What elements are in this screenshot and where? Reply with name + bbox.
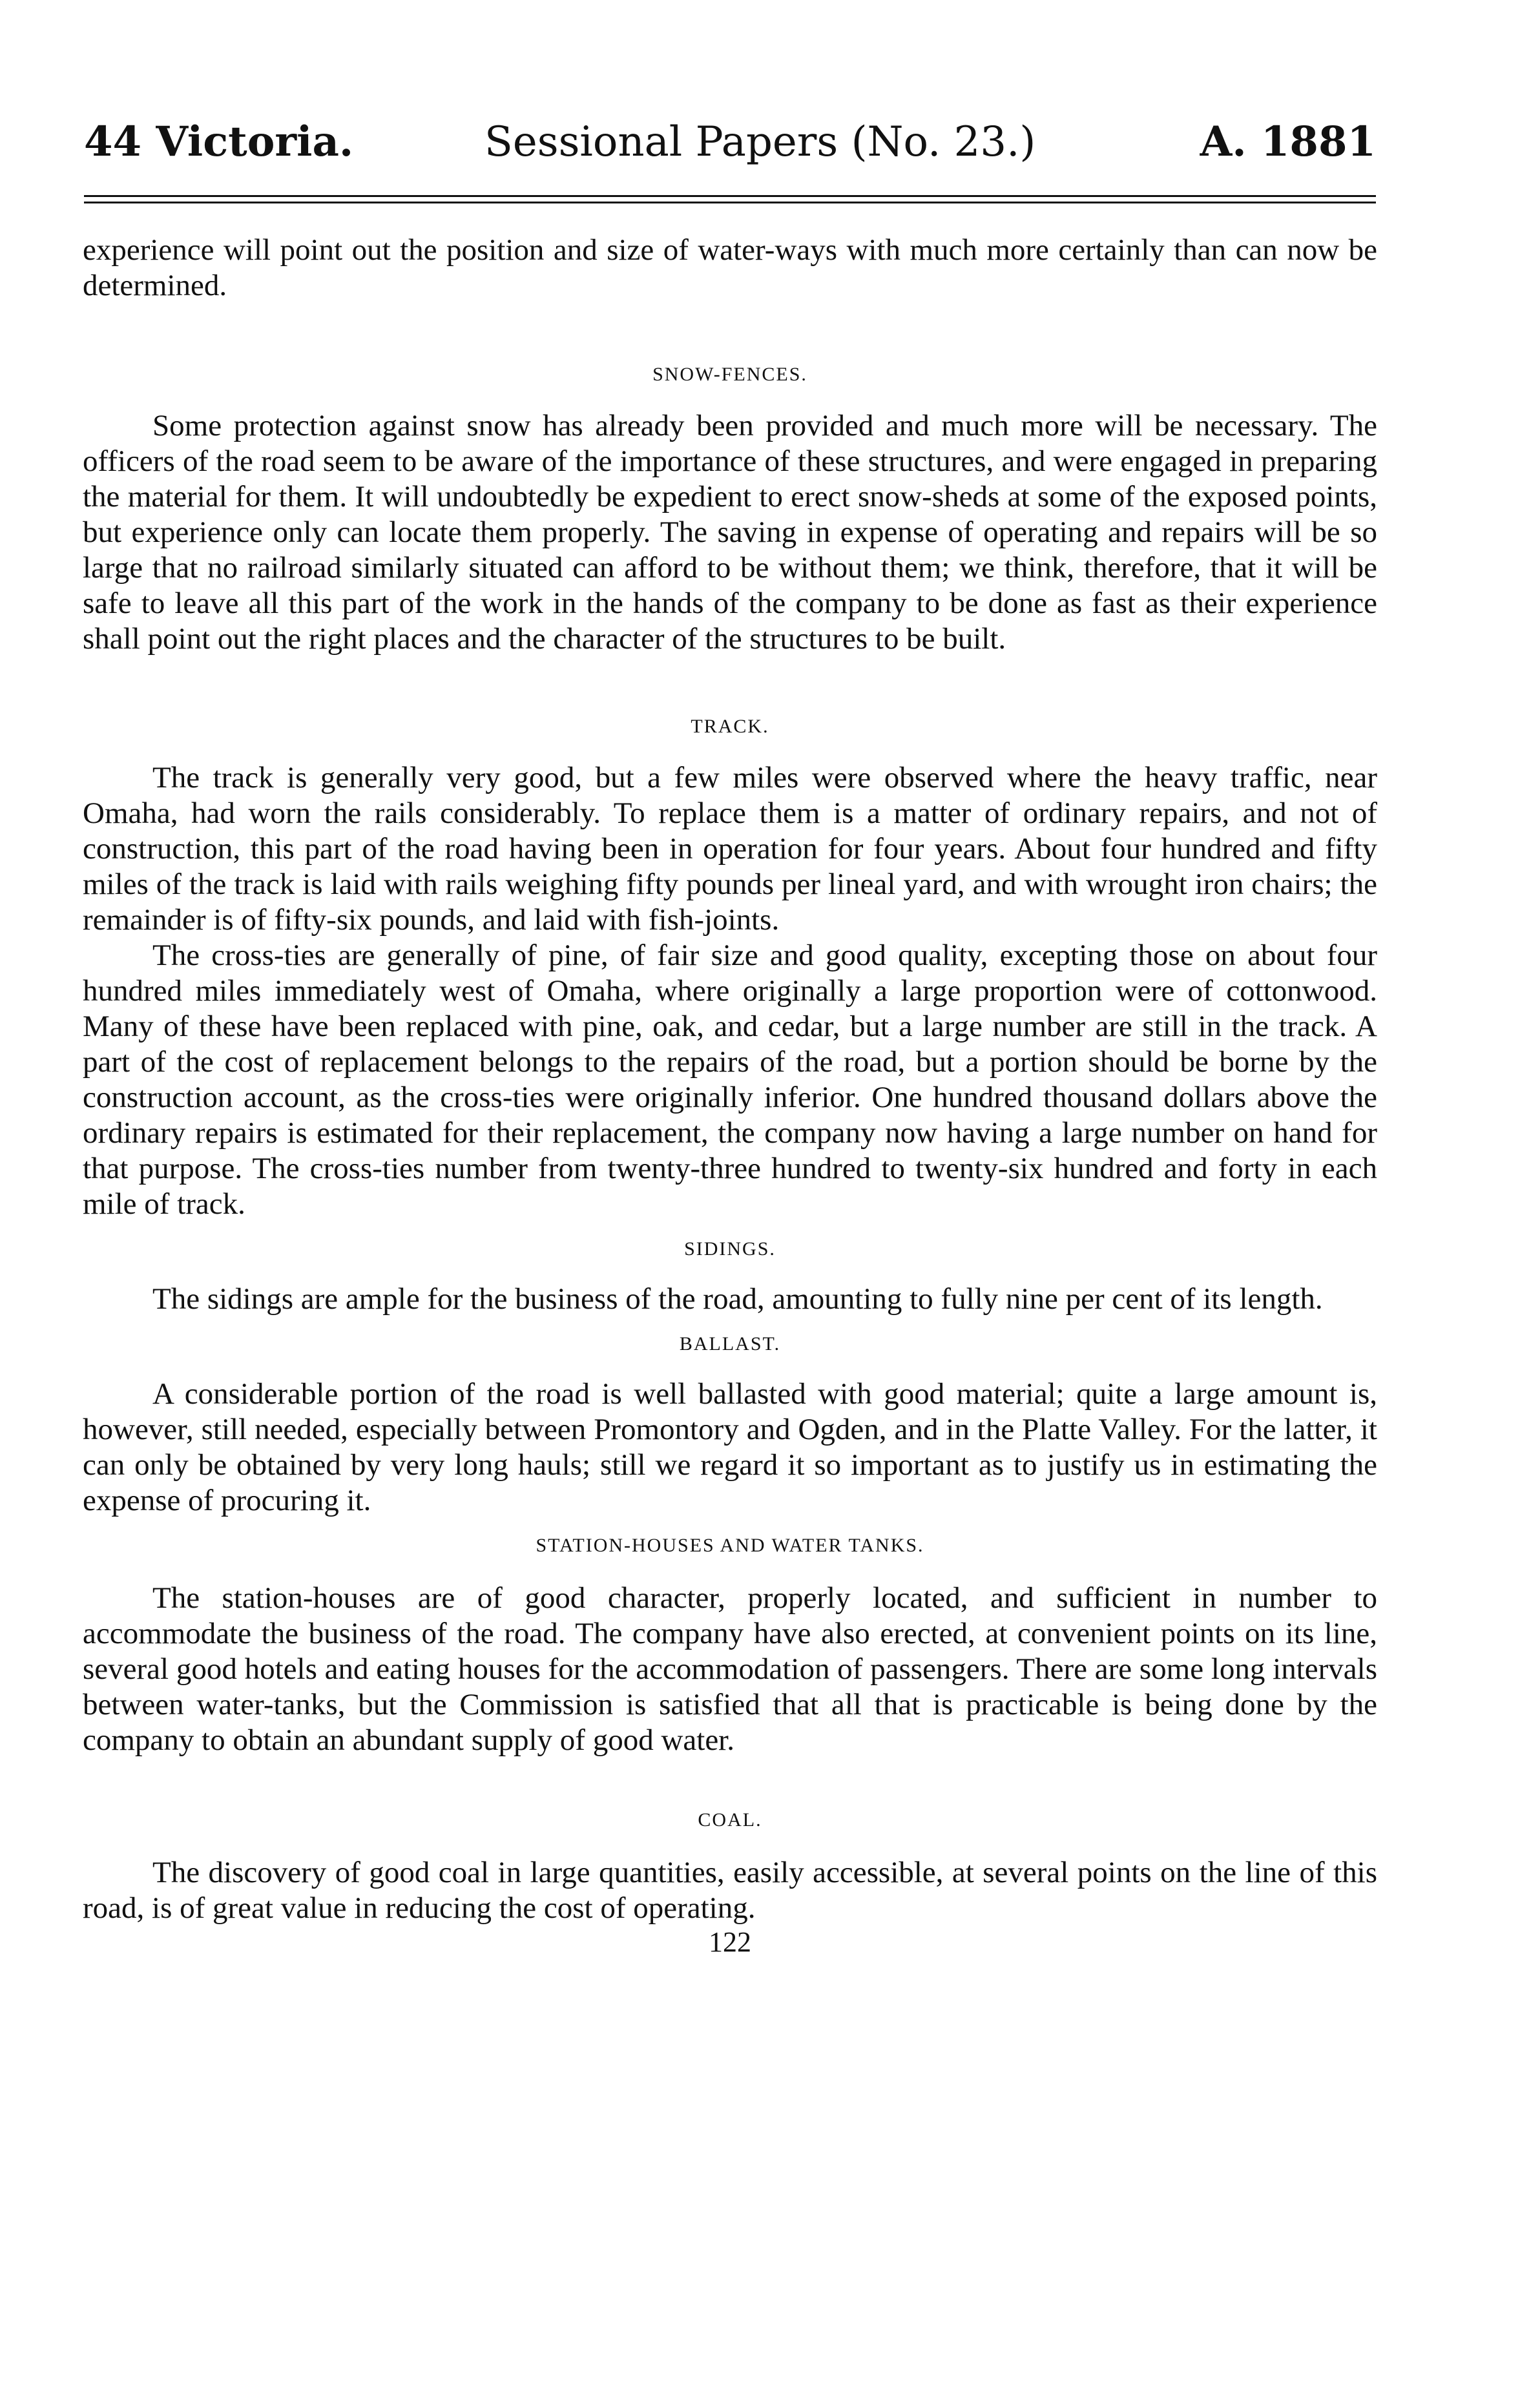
paragraph-coal: The discovery of good coal in large quantities, easily accessible, at several points on the line of this road, is of great value in reducing the cost of operating. bbox=[83, 1856, 1377, 1925]
header-year: A. 1881 bbox=[1200, 118, 1376, 166]
running-header bbox=[84, 116, 1376, 174]
page-number: 122 bbox=[709, 1926, 751, 1958]
header-rule-upper bbox=[84, 195, 1376, 197]
section-heading-snow-fences: SNOW-FENCES. bbox=[652, 364, 807, 385]
section-heading-coal: COAL. bbox=[698, 1809, 762, 1831]
header-volume: 44 Victoria. bbox=[84, 118, 354, 166]
paragraph-intro: experience will point out the position and size of water-ways with much more certainly than can now be determined. bbox=[83, 233, 1377, 302]
section-heading-ballast: BALLAST. bbox=[679, 1333, 781, 1354]
section-heading-sidings: SIDINGS. bbox=[684, 1238, 776, 1260]
paragraph-track-1: The track is generally very good, but a few miles were observed where the heavy traffic, near Omaha, had worn the rails considerably. To replace them is a matter of ordinary repairs, and not of construction, this part of the road having been in operation for four years. About four hundred and fifty miles of the track is laid with rails weighing fifty pounds per lineal yard, and with wrought iron chairs; the remainder is of fifty-six pounds, and laid with fish-joints. bbox=[83, 761, 1377, 937]
paragraph-sidings: The sidings are ample for the business of the road, amounting to fully nine per cent of its length. bbox=[152, 1282, 1323, 1316]
paragraph-station-houses: The station-houses are of good character, properly located, and sufficient in number to accommodate the business of the road. The company have also erected, at convenient points on its line, several good hotels and eating houses for the accommodation of passengers. There are some long intervals between water-tanks, but the Commission is satisfied that all that is practicable is being done by the company to obtain an abundant supply of good water. bbox=[83, 1581, 1377, 1757]
paragraph-snow-fences: Some protection against snow has already been provided and much more will be necessary. The officers of the road seem to be aware of the importance of these structures, and were engaged in preparing the material for them. It will undoubtedly be expedient to erect snow-sheds at some of the exposed points, but experience only can locate them properly. The saving in expense of operating and repairs will be so large that no railroad similarly situated can afford to be without them; we think, therefore, that it will be safe to leave all this part of the work in the hands of the company to be done as fast as their experience shall point out the right places and the character of the structures to be built. bbox=[83, 409, 1377, 656]
body-text bbox=[83, 233, 1377, 1958]
header-series: Sessional Papers (No. 23.) bbox=[484, 118, 1036, 166]
paragraph-ballast: A considerable portion of the road is well ballasted with good material; quite a large amount is, however, still needed, especially between Promontory and Ogden, and in the Platte Valley. For the latter, it can only be obtained by very long hauls; still we regard it so important as to justify us in estimating the expense of procuring it. bbox=[83, 1377, 1377, 1517]
header-rule-lower bbox=[84, 202, 1376, 203]
paragraph-track-2: The cross-ties are generally of pine, of fair size and good quality, excepting those on about four hundred miles immediately west of Omaha, where originally a large proportion were of cottonwood. Many of these have been replaced with pine, oak, and cedar, but a large number are still in the track. A part of the cost of replacement belongs to the repairs of the road, but a portion should be borne by the construction account, as the cross-ties were originally inferior. One hundred thousand dollars above the ordinary repairs is estimated for their replacement, the company now having a large number on hand for that purpose. The cross-ties number from twenty-three hundred to twenty-six hundred and forty in each mile of track. bbox=[83, 939, 1377, 1221]
section-heading-track: TRACK. bbox=[691, 716, 769, 737]
section-heading-station-houses: STATION-HOUSES AND WATER TANKS. bbox=[536, 1535, 924, 1556]
